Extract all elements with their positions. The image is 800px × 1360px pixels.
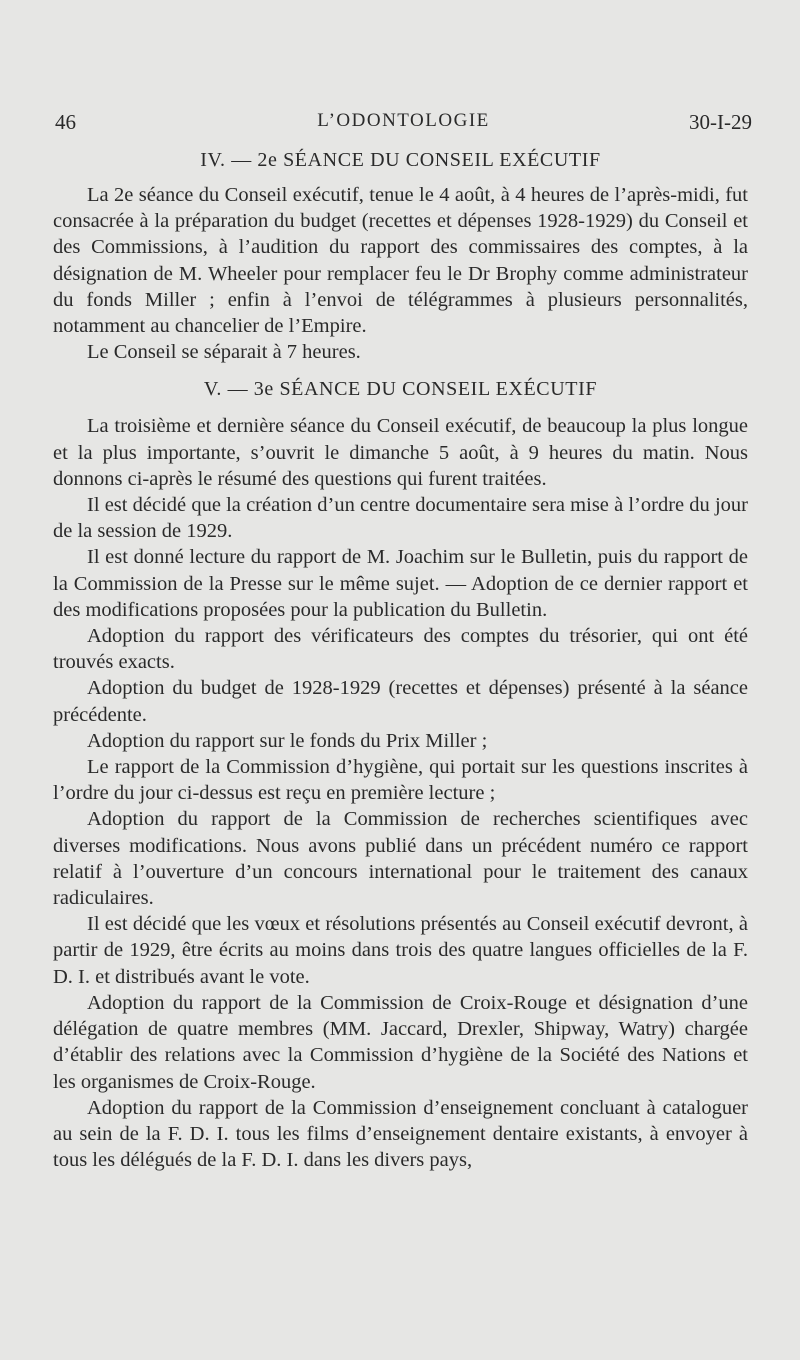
page-number: 46	[55, 110, 76, 134]
article-body	[53, 146, 748, 1173]
section-heading-iv: IV. — 2e SÉANCE DU CONSEIL EXÉCUTIF	[200, 149, 601, 171]
paragraph: Adoption du rapport de la Commission de Croix-Rouge et désignation d’une délégation de quatre membres (MM. Jaccard, Drexler, Shipway, Watry) chargée d’établir des relations avec la Commission d’hygiène de la Société des Nations et les organismes de Croix-Rouge.	[53, 991, 748, 1093]
paragraph: Adoption du rapport sur le fonds du Prix Miller ;	[87, 729, 488, 752]
paragraph: Le Conseil se séparait à 7 heures.	[87, 341, 361, 364]
paragraph: Adoption du rapport des vérificateurs des comptes du trésorier, qui ont été trouvés exacts.	[53, 625, 748, 674]
journal-title: L’ODONTOLOGIE	[317, 110, 490, 131]
paragraph: La 2e séance du Conseil exécutif, tenue le 4 août, à 4 heures de l’après-midi, fut consacrée à la préparation du budget (recettes et dépenses 1928-1929) du Conseil et des Commissions, à l’audition du rapport des commissaires des comptes, à la désignation de M. Wheeler pour remplacer feu le Dr Brophy comme administrateur du fonds Miller ; enfin à l’envoi de télégrammes à plusieurs personnalités, notamment au chancelier de l’Empire.	[53, 184, 748, 338]
paragraph: La troisième et dernière séance du Conseil exécutif, de beaucoup la plus longue et la plus importante, s’ouvrit le dimanche 5 août, à 9 heures du matin. Nous donnons ci-après le résumé des questions qui furent traitées.	[53, 415, 748, 490]
paragraph: Adoption du rapport de la Commission d’enseignement concluant à cataloguer au sein de la F. D. I. tous les films d’enseignement dentaire existants, à envoyer à tous les délégués de la F. D. I. dans les divers pays,	[53, 1096, 748, 1172]
running-header	[55, 110, 752, 140]
paragraph: Il est décidé que la création d’un centre documentaire sera mise à l’ordre du jour de la session de 1929.	[53, 494, 748, 543]
section-heading-v: V. — 3e SÉANCE DU CONSEIL EXÉCUTIF	[203, 378, 598, 401]
paragraph: Adoption du budget de 1928-1929 (recettes et dépenses) présenté à la séance précédente.	[53, 677, 748, 726]
issue-date: 30-I-29	[689, 110, 752, 134]
paragraph: Il est décidé que les vœux et résolutions présentés au Conseil exécutif devront, à partir de 1929, être écrits au moins dans trois des quatre langues officielles de la F. D. I. et distribués avant le vote.	[53, 913, 748, 988]
paragraph: Adoption du rapport de la Commission de recherches scientifiques avec diverses modifications. Nous avons publié dans un précédent numéro ce rapport relatif à l’ouverture d’un concours international pour le traitement des canaux radiculaires.	[53, 808, 748, 910]
paragraph: Il est donné lecture du rapport de M. Joachim sur le Bulletin, puis du rapport de la Commission de la Presse sur le même sujet. — Adoption de ce dernier rapport et des modifications proposées pour la publication du Bulletin.	[53, 546, 748, 621]
paragraph: Le rapport de la Commission d’hygiène, qui portait sur les questions inscrites à l’ordre du jour ci-dessus est reçu en première lecture ;	[53, 756, 748, 805]
